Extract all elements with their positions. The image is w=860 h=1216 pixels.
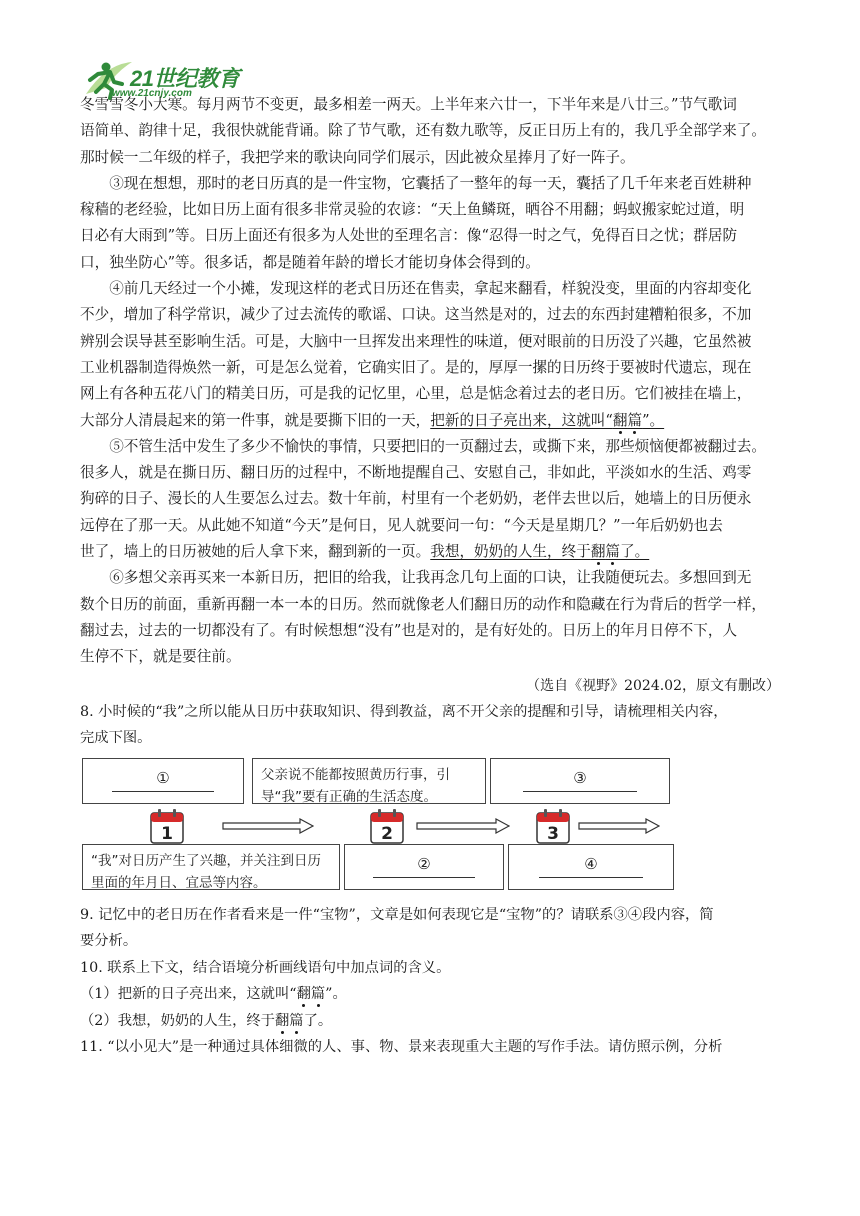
calendar-number: 2 bbox=[381, 823, 393, 844]
calendar-icon-1 bbox=[150, 808, 184, 844]
text-line: 很多人，就是在撕日历、翻日历的过程中，不断地提醒自己、安慰自己，非如此，平淡如水的生活、鸡零 bbox=[80, 464, 752, 482]
main-content bbox=[80, 92, 780, 1061]
calendar-icon-2 bbox=[370, 808, 404, 844]
answer-line bbox=[373, 877, 474, 878]
logo-text: 21世纪教育 bbox=[130, 66, 240, 91]
arrow-right-icon bbox=[222, 818, 314, 834]
text-line: 语简单、韵律十足，我很快就能背诵。除了节气歌，还有数九歌等，反正日历上有的，我几乎全部学来了。 bbox=[80, 122, 766, 140]
calendar-icon-3 bbox=[536, 808, 570, 844]
question-line: 要分析。 bbox=[80, 933, 138, 950]
question-9 bbox=[80, 902, 780, 955]
text-segment: 了。 bbox=[303, 1012, 333, 1029]
box-text: “我”对日历产生了兴趣，并关注到日历里面的年月日、宜忌等内容。 bbox=[91, 852, 321, 891]
flow-diagram bbox=[80, 758, 780, 898]
text-segment: （2）我想，奶奶的人生，终于 bbox=[80, 1012, 275, 1029]
paragraph-6 bbox=[80, 565, 780, 670]
given-box-interest bbox=[82, 844, 340, 890]
text-line: 翻过去，过去的一切都没有了。有时候想想“没有”也是对的，是有好处的。日历上的年月日停不下，人 bbox=[80, 621, 738, 639]
text-segment: 了。 bbox=[620, 543, 650, 561]
question-11 bbox=[80, 1034, 780, 1061]
text-line: ⑥多想父亲再买来一本新日历，把旧的给我，让我再念几句上面的口诀，让我随便玩去。多想回到无 bbox=[109, 569, 752, 587]
given-box-father bbox=[252, 758, 486, 804]
arrow-right-icon bbox=[578, 818, 660, 834]
answer-line bbox=[539, 877, 644, 878]
question-line: 完成下图。 bbox=[80, 730, 152, 747]
text-segment: 我想，奶奶的人生，终于 bbox=[430, 543, 591, 561]
text-line: 数个日历的前面，重新再翻一本一本的日历。然而就像老人们翻日历的动作和隐藏在行为背后的哲学一样， bbox=[80, 595, 766, 613]
text-line: 日必有大雨到”等。日历上面还有很多为人处世的至理名言：像“忍得一时之气，免得百日之忧；群居防 bbox=[80, 227, 738, 245]
logo-url: www.21cnjy.com bbox=[112, 88, 192, 99]
text-line: 稼穑的老经验，比如日历上面有很多非常灵验的农谚：“天上鱼鳞斑，晒谷不用翻；蚂蚁搬家蛇过道，明 bbox=[80, 201, 745, 219]
answer-box-2[interactable] bbox=[344, 844, 504, 890]
underlined-sentence bbox=[430, 543, 649, 560]
text-segment: 大部分人清晨起来的第一件事，就是要撕下旧的一天， bbox=[80, 411, 431, 429]
question-line: 8. 小时候的“我”之所以能从日历中获取知识、得到教益，离不开父亲的提醒和引导，请梳理相关内容， bbox=[80, 703, 728, 720]
blank-number: ① bbox=[156, 768, 170, 787]
paragraph-4 bbox=[80, 276, 780, 434]
text-line: ⑤不管生活中发生了多少不愉快的事情，只要把旧的一页翻过去，或撕下来，那些烦恼便都被翻过去。 bbox=[109, 437, 766, 455]
dotted-word: 翻 bbox=[590, 543, 606, 561]
question-line: 11. “以小见大”是一种通过具体细微的人、事、物、景来表现重大主题的写作手法。请仿照示例，分析 bbox=[80, 1039, 723, 1056]
text-line: 生停不下，就是要往前。 bbox=[80, 648, 241, 666]
answer-line bbox=[112, 791, 214, 792]
paragraph-5 bbox=[80, 434, 780, 565]
dotted-word: 篇 bbox=[627, 411, 643, 429]
answer-box-4[interactable] bbox=[508, 844, 674, 890]
text-segment: ”。 bbox=[325, 986, 347, 1003]
text-line: 狗碎的日子、漫长的人生要怎么过去。数十年前，村里有一个老奶奶，老伴去世以后，她墙上的日历便永 bbox=[80, 490, 752, 508]
text-segment: （1）把新的日子亮出来，这就叫“ bbox=[80, 986, 297, 1003]
dotted-word: 翻 bbox=[296, 986, 311, 1003]
text-line: ④前几天经过一个小摊，发现这样的老式日历还在售卖，拿起来翻看，样貌没变，里面的内容却变化 bbox=[109, 280, 752, 298]
underlined-sentence bbox=[430, 412, 664, 429]
source-citation: （选自《视野》2024.02，原文有删改） bbox=[526, 677, 780, 694]
dotted-word: 翻 bbox=[274, 1012, 290, 1029]
text-segment: ”。 bbox=[642, 411, 665, 429]
question-line: 10. 联系上下文，结合语境分析画线语句中加点词的含义。 bbox=[80, 959, 451, 976]
paragraph-3 bbox=[80, 171, 780, 276]
dotted-word: 篇 bbox=[605, 543, 621, 561]
text-line: 不少，增加了科学常识，减少了过去流传的歌谣、口诀。这当然是对的，过去的东西封建糟粕很多，不加 bbox=[80, 306, 752, 324]
text-segment: 世了，墙上的日历被她的后人拿下来，翻到新的一页。 bbox=[80, 543, 431, 561]
text-line bbox=[80, 539, 780, 565]
answer-box-3[interactable] bbox=[490, 758, 670, 804]
text-line: 辨别会误导甚至影响生活。可是，大脑中一旦挥发出来理性的味道，便对眼前的日历没了兴趣，它虽然被 bbox=[80, 332, 752, 350]
answer-line bbox=[523, 791, 637, 792]
text-line: ③现在想想，那时的老日历真的是一件宝物，它囊括了一整年的每一天，囊括了几千年来老百姓耕种 bbox=[109, 174, 752, 192]
answer-box-1[interactable] bbox=[82, 758, 244, 804]
calendar-number: 3 bbox=[547, 823, 559, 844]
question-line: 9. 记忆中的老日历在作者看来是一件“宝物”，文章是如何表现它是“宝物”的？请联系③④段内容，简 bbox=[80, 906, 714, 923]
arrow-right-icon bbox=[416, 818, 510, 834]
question-8 bbox=[80, 699, 780, 752]
dotted-word: 篇 bbox=[310, 986, 326, 1003]
text-line: 那时候一二年级的样子，我把学来的歌诀向同学们展示，因此被众星捧月了好一阵子。 bbox=[80, 148, 635, 166]
sub-question-1 bbox=[80, 981, 780, 1008]
text-line: 工业机器制造得焕然一新，可是怎么觉着，它确实旧了。是的，厚厚一摞的日历终于要被时代遗忘，现在 bbox=[80, 358, 752, 376]
text-segment: 把新的日子亮出来，这就叫“ bbox=[430, 411, 613, 429]
question-10 bbox=[80, 955, 780, 1035]
text-line: 远停在了那一天。从此她不知道“今天”是何日，见人就要问一句：“今天是星期几？”一年后奶奶也去 bbox=[80, 516, 723, 534]
sub-question-2 bbox=[80, 1008, 780, 1035]
text-line: 网上有各种五花八门的精美日历，可是我的记忆里，心里，总是惦念着过去的老日历。它们被挂在墙上， bbox=[80, 385, 752, 403]
calendar-number: 1 bbox=[161, 823, 173, 844]
dotted-word: 翻 bbox=[612, 411, 628, 429]
blank-number: ④ bbox=[584, 854, 598, 873]
text-line: 口，独坐防心”等。很多话，都是随着年龄的增长才能切身体会得到的。 bbox=[80, 253, 540, 271]
box-text: 父亲说不能都按照黄历行事，引导“我”要有正确的生活态度。 bbox=[261, 766, 450, 805]
blank-number: ③ bbox=[573, 768, 587, 787]
dotted-word: 篇 bbox=[289, 1012, 304, 1029]
text-line: 冬雪雪冬小大寒。每月两节不变更，最多相差一两天。上半年来六廿一，下半年来是八廿三。”节气歌词 bbox=[80, 96, 737, 113]
blank-number: ② bbox=[417, 854, 431, 873]
paragraph-2-continuation bbox=[80, 92, 780, 171]
text-line bbox=[80, 408, 780, 434]
